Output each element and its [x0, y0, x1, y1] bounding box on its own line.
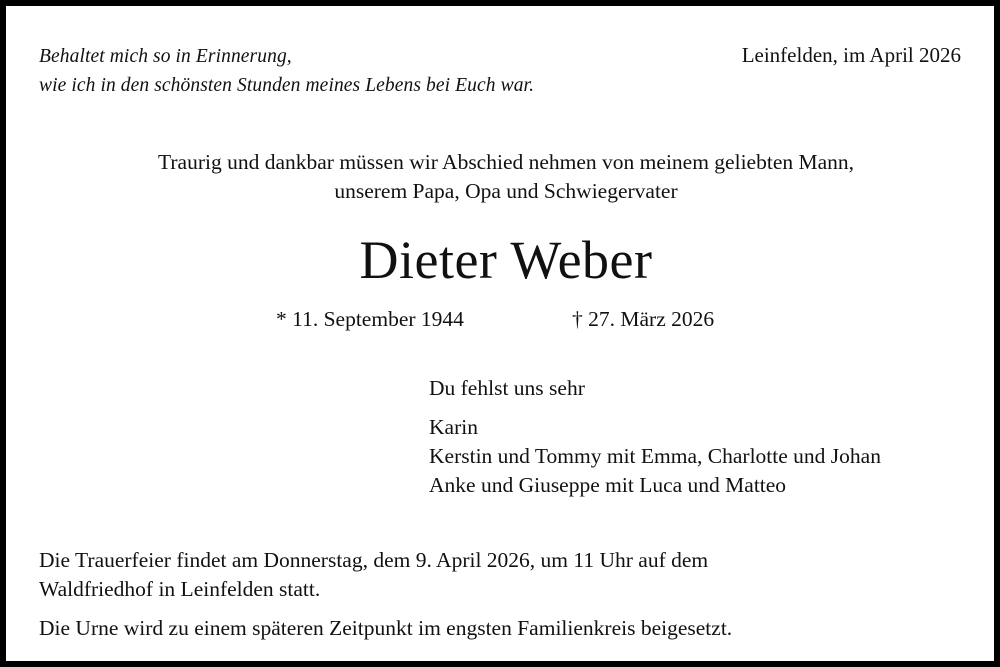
- mourner-name: Karin: [429, 415, 478, 439]
- deceased-name: Dieter Weber: [359, 230, 653, 290]
- urn-notice: Die Urne wird zu einem späteren Zeitpunkt im engsten Familienkreis beigesetzt.: [39, 616, 733, 640]
- intro-line-1: Traurig und dankbar müssen wir Abschied nehmen von meinem geliebten Mann,: [157, 150, 855, 174]
- ceremony-line-2: Waldfriedhof in Leinfelden statt.: [39, 577, 321, 601]
- ceremony-line-1: Die Trauerfeier findet am Donnerstag, dem 9. April 2026, um 11 Uhr auf dem: [39, 548, 709, 572]
- birth-date: * 11. September 1944: [276, 307, 464, 331]
- mourner-name: Kerstin und Tommy mit Emma, Charlotte und Johan: [429, 444, 881, 468]
- motto-line-2: wie ich in den schönsten Stunden meines Lebens bei Euch war.: [39, 75, 535, 96]
- mourners-heading: Du fehlst uns sehr: [429, 376, 585, 400]
- mourners-spacer: [429, 403, 881, 413]
- intro-line-2: unserem Papa, Opa und Schwiegervater: [334, 179, 678, 203]
- death-date: † 27. März 2026: [572, 307, 715, 331]
- ceremony-notice: [39, 546, 971, 604]
- place-date: Leinfelden, im April 2026: [741, 43, 961, 67]
- motto-quote: [39, 42, 534, 100]
- motto-line-1: Behaltet mich so in Erinnerung,: [39, 46, 292, 67]
- intro-text: [6, 148, 1000, 206]
- mourners-block: [429, 374, 881, 500]
- mourner-name: Anke und Giuseppe mit Luca und Matteo: [429, 473, 787, 497]
